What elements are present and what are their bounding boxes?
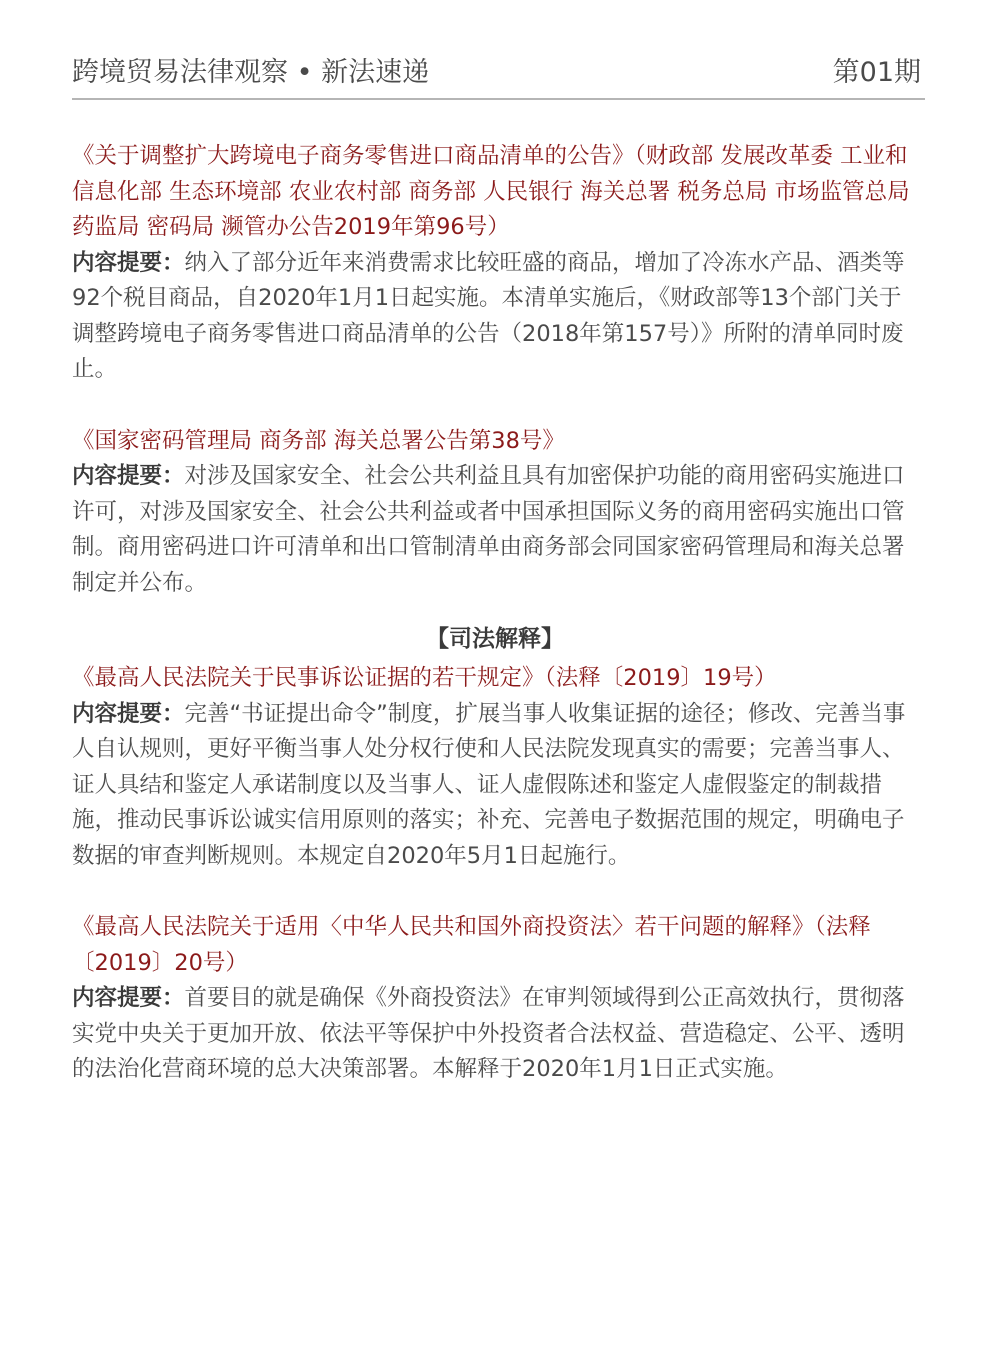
issue-number: 第01期 [832,57,921,88]
entry-title: 《最高人民法院关于民事诉讼证据的若干规定》（法释〔2019〕19号） [72,665,777,691]
entry-cross-border-ecommerce [72,139,918,388]
summary-text: 首要目的就是确保《外商投资法》在审判领域得到公正高效执行，贯彻落实党中央关于更加开放、依法平等保护中外投资者合法权益、营造稳定、公平、透明的法治化营商环境的总大决策部署。本解释于2020年1月1日正式实施。 [72,985,905,1082]
entry-commercial-cryptography [72,424,918,602]
entry-title: 《最高人民法院关于适用〈中华人民共和国外商投资法〉若干问题的解释》（法释〔2019〕20号） [72,914,871,976]
summary-label: 内容提要： [72,463,185,489]
summary-label: 内容提要： [72,700,185,727]
entry-title: 《关于调整扩大跨境电子商务零售进口商品清单的公告》（财政部 发展改革委 工业和信息化部 生态环境部 农业农村部 商务部 人民银行 海关总署 税务总局 市场监管总局 药监局 密码局 濒管办公告2019年第96号） [72,143,910,240]
summary-text: 对涉及国家安全、社会公共利益且具有加密保护功能的商用密码实施进口许可，对涉及国家安全、社会公共利益或者中国承担国际义务的商用密码实施出口管制。商用密码进口许可清单和出口管制清单由商务部会同国家密码管理局和海关总署制定并公布。 [72,463,905,596]
entry-civil-evidence [72,661,918,874]
entry-title: 《国家密码管理局 商务部 海关总署公告第38号》 [72,427,565,454]
summary-text: 完善“书证提出命令”制度，扩展当事人收集证据的途径；修改、完善当事人自认规则，更好平衡当事人处分权行使和人民法院发现真实的需要；完善当事人、证人具结和鉴定人承诺制度以及当事人、证人虚假陈述和鉴定人虚假鉴定的制裁措施，推动民事诉讼诚实信用原则的落实；补充、完善电子数据范围的规定，明确电子数据的审查判断规则。本规定自2020年5月1日起施行。 [72,700,906,869]
summary-label: 内容提要： [72,249,185,276]
entry-summary [72,246,918,388]
summary-label: 内容提要： [72,985,185,1011]
article-content [72,139,918,1088]
page-header [72,56,925,100]
section-heading-judicial-interpretation: 【司法解释】 [426,626,564,652]
summary-text: 纳入了部分近年来消费需求比较旺盛的商品，增加了冷冻水产品、酒类等92个税目商品，自2020年1月1日起实施。本清单实施后，《财政部等13个部门关于调整跨境电子商务零售进口商品清单的公告（2018年第157号）》所附的清单同时废止。 [72,249,905,382]
header-title: 跨境贸易法律观察 • 新法速递 [72,57,430,88]
entry-summary [72,459,918,601]
entry-summary [72,697,918,875]
entry-summary [72,981,918,1088]
entry-foreign-investment-law [72,910,918,1088]
